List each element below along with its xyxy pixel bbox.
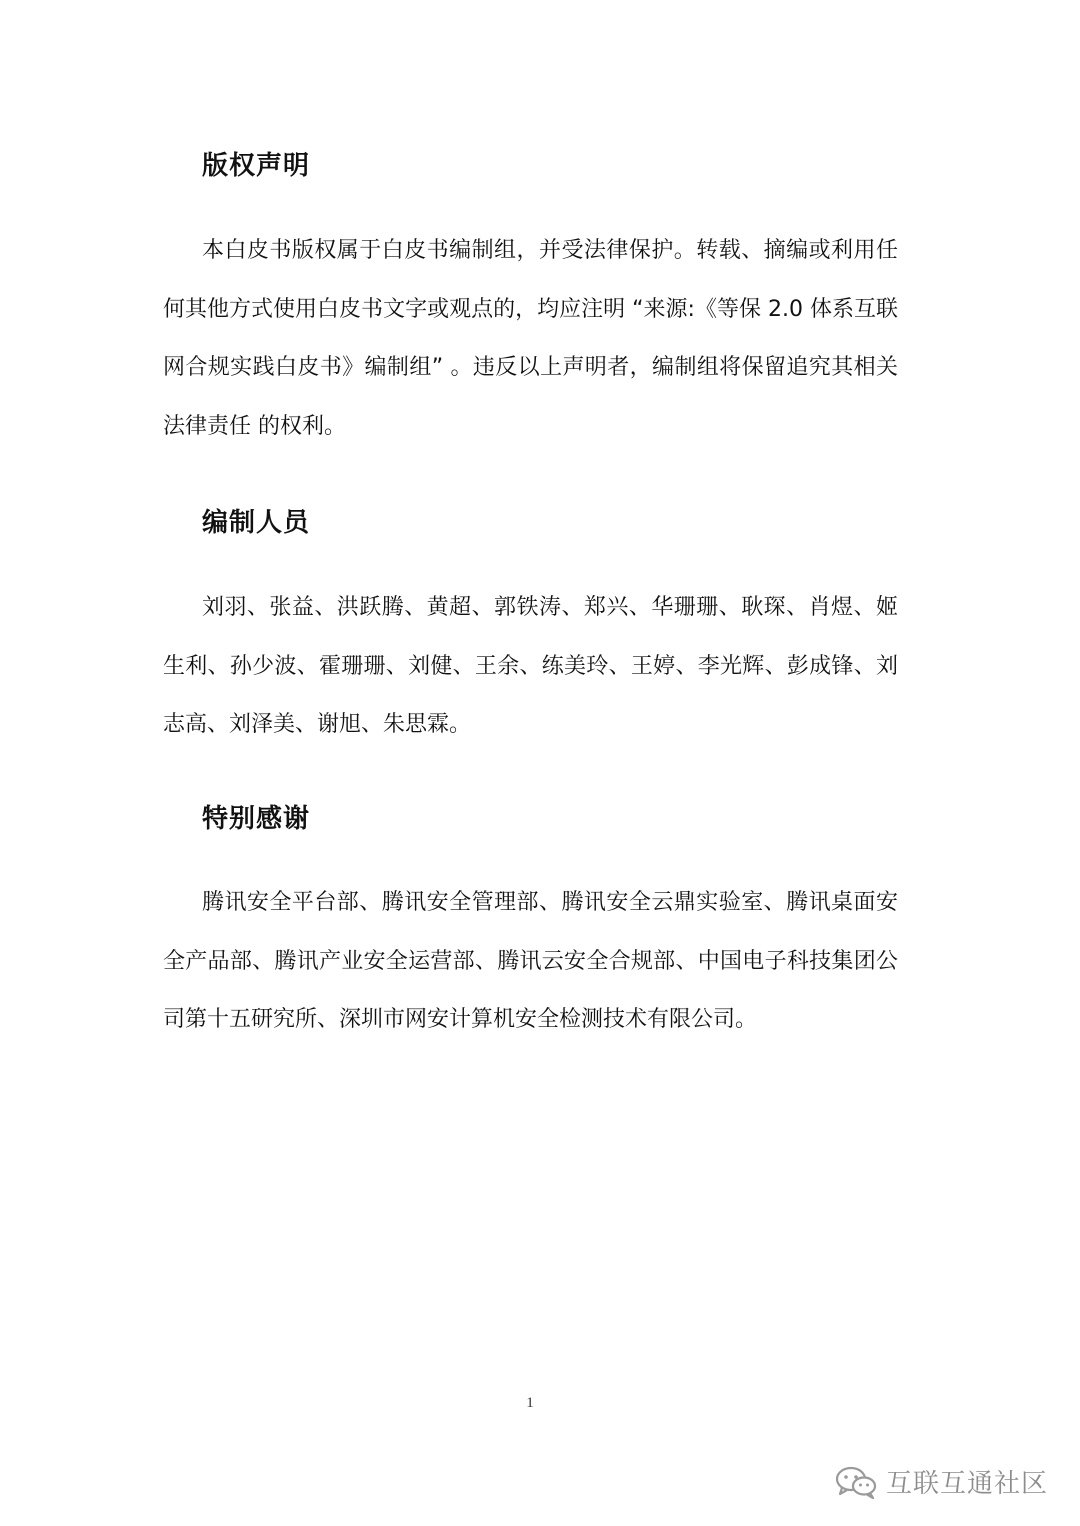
wechat-icon [834,1465,878,1499]
section-body-thanks: 腾讯安全平台部、腾讯安全管理部、腾讯安全云鼎实验室、腾讯桌面安全产品部、腾讯产业安全运营部、腾讯云安全合规部、中国电子科技集团公司第十五研究所、深圳市网安计算机安全检测技术有限公司。 [163,890,898,1032]
section-heading-editors: 编制人员 [202,508,311,538]
watermark-text: 互联互通社区 [885,1469,1048,1499]
section-heading-thanks: 特别感谢 [202,804,311,834]
page-number: 1 [526,1395,534,1411]
section-heading-copyright: 版权声明 [202,151,311,181]
watermark [834,1463,1048,1500]
section-body-editors: 刘羽、张益、洪跃腾、黄超、郭铁涛、郑兴、华珊珊、耿琛、肖煜、姬生利、孙少波、霍珊珊、刘健、王余、练美玲、王婷、李光辉、彭成锋、刘志高、刘泽美、谢旭、朱思霖。 [163,595,898,737]
section-body-copyright: 本白皮书版权属于白皮书编制组，并受法律保护。转载、摘编或利用任何其他方式使用白皮书文字或观点的，均应注明 “来源:《等保 2.0 体系互联网合规实践白皮书》编制组” 。违反以上声明者，编制组将保留追究其相关法律责任 的权利。 [163,238,898,439]
